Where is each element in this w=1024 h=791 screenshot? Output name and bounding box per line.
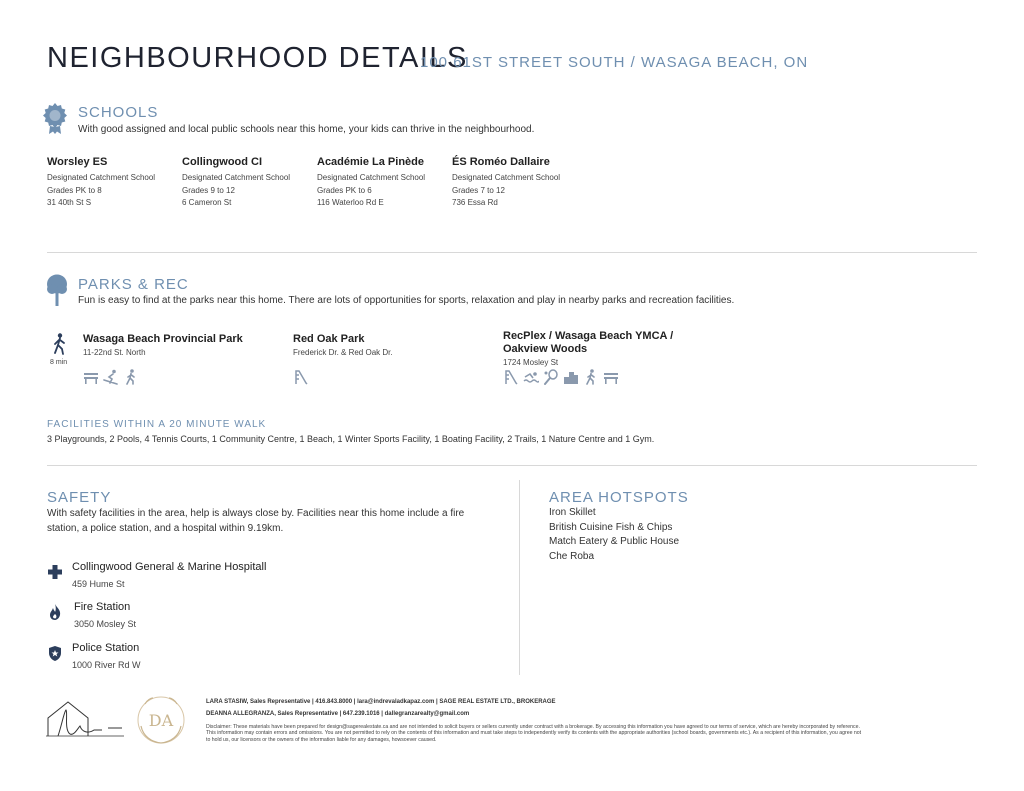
school-name: Collingwood CI bbox=[182, 156, 263, 168]
safety-intro: With safety facilities in the area, help is always close by. Facilities near this home include a fire station, a police station, and a hospital within 9.19km. bbox=[47, 508, 465, 534]
park-name: Red Oak Park bbox=[293, 333, 365, 345]
walking-person-icon bbox=[52, 333, 68, 355]
section-divider bbox=[47, 252, 977, 253]
safety-facility-address: 3050 Mosley St bbox=[74, 619, 137, 629]
medical-cross-icon bbox=[47, 564, 63, 580]
park-facility-icons bbox=[83, 369, 139, 385]
park-name-line1: RecPlex / Wasaga Beach YMCA / bbox=[503, 330, 674, 342]
hotspot-item: Che Roba bbox=[549, 550, 595, 562]
hotspot-item: Match Eatery & Public House bbox=[549, 536, 680, 547]
school-name: ÉS Roméo Dallaire bbox=[452, 156, 550, 168]
section-divider bbox=[47, 465, 977, 466]
safety-facility-name: Fire Station bbox=[74, 601, 131, 613]
bench-icon bbox=[603, 369, 619, 385]
tennis-icon bbox=[543, 369, 559, 385]
facilities-heading: FACILITIES WITHIN A 20 MINUTE WALK bbox=[47, 419, 267, 430]
school-type: Designated Catchment School bbox=[452, 173, 561, 182]
park-facility-icons bbox=[503, 369, 619, 385]
skiing-icon bbox=[103, 369, 119, 385]
facilities-text: 3 Playgrounds, 2 Pools, 4 Tennis Courts, 1 Community Centre, 1 Beach, 1 Winter Sports Facility, 1 Boating Facility, 2 Trails, 1 Nature Centre and 1 Gym. bbox=[47, 434, 655, 444]
flame-icon bbox=[48, 603, 62, 621]
park-address: 11-22nd St. North bbox=[83, 348, 146, 357]
school-grades: Grades 7 to 12 bbox=[452, 185, 505, 195]
safety-facility-name: Police Station bbox=[72, 642, 140, 654]
column-divider bbox=[519, 480, 520, 675]
school-grades: Grades 9 to 12 bbox=[182, 185, 235, 195]
running-icon bbox=[123, 369, 139, 385]
school-card bbox=[452, 156, 582, 210]
school-grades: Grades PK to 6 bbox=[317, 185, 372, 195]
tree-icon bbox=[46, 274, 68, 306]
safety-facility-name: Collingwood General & Marine Hospitall bbox=[72, 561, 267, 573]
playground-slide-icon bbox=[293, 369, 309, 385]
school-type: Designated Catchment School bbox=[182, 173, 291, 182]
school-card bbox=[317, 156, 447, 210]
school-address: 6 Cameron St bbox=[182, 198, 232, 207]
parks-heading: PARKS & REC bbox=[78, 276, 189, 293]
school-name: Worsley ES bbox=[47, 156, 108, 168]
running-icon bbox=[583, 369, 599, 385]
hotspot-item: Iron Skillet bbox=[549, 507, 596, 518]
walk-time: 8 min bbox=[50, 359, 68, 366]
community-centre-icon bbox=[563, 369, 579, 385]
hotspot-item: British Cuisine Fish & Chips bbox=[549, 521, 673, 533]
school-address: 31 40th St S bbox=[47, 198, 92, 207]
safety-heading: SAFETY bbox=[47, 489, 112, 506]
park-facility-icons bbox=[293, 369, 309, 385]
park-name: Wasaga Beach Provincial Park bbox=[83, 333, 243, 345]
school-type: Designated Catchment School bbox=[317, 173, 426, 182]
school-type: Designated Catchment School bbox=[47, 173, 156, 182]
park-address: 1724 Mosley St bbox=[503, 358, 559, 367]
school-address: 736 Essa Rd bbox=[452, 198, 498, 207]
school-name: Académie La Pinède bbox=[317, 156, 424, 168]
schools-intro: With good assigned and local public schools near this home, your kids can thrive in the neighbourhood. bbox=[78, 124, 535, 135]
hotspots-heading: AREA HOTSPOTS bbox=[549, 489, 689, 506]
hotspots-list bbox=[549, 506, 679, 564]
schools-heading: SCHOOLS bbox=[78, 104, 159, 121]
agent-contact-line-2: DEANNA ALLEGRANZA, Sales Representative | 647.239.1016 | dallegranzarealty@gmail.com bbox=[206, 711, 470, 717]
swimming-icon bbox=[523, 369, 539, 385]
police-shield-icon bbox=[48, 645, 62, 662]
disclaimer: Disclaimer: These materials have been prepared for design@sagerealestate.ca and are not intended to solicit buyers or sellers currently under contract with a brokerage. By accessing this information you have agreed to our terms of service, which are hereby incorporated by reference. This information may contain errors and omissions. You are not permitted to rely on the contents of this information and must take steps to independently verify its contents with the appropriate authorities (school boards, governments etc.). As a recipient of this information, you agree not to hold us, our licensors or the owners of the information liable for any damages, howsoever caused. bbox=[206, 724, 862, 743]
house-signature-logo bbox=[44, 696, 126, 744]
da-wreath-logo bbox=[133, 692, 189, 748]
safety-facility-address: 1000 River Rd W bbox=[72, 660, 141, 670]
playground-slide-icon bbox=[503, 369, 519, 385]
agent-contact-line-1: LARA STASIW, Sales Representative | 416.843.8000 | lara@indrevaladkapaz.com | SAGE REAL ESTATE LTD., BROKERAGE bbox=[206, 699, 556, 705]
park-address: Frederick Dr. & Red Oak Dr. bbox=[293, 348, 393, 357]
bench-icon bbox=[83, 369, 99, 385]
safety-facility-address: 459 Hume St bbox=[72, 579, 125, 589]
school-card bbox=[182, 156, 312, 210]
parks-intro: Fun is easy to find at the parks near this home. There are lots of opportunities for sports, relaxation and play in nearby parks and recreation facilities. bbox=[78, 295, 735, 306]
property-address: 100 61ST STREET SOUTH / WASAGA BEACH, ON bbox=[420, 54, 809, 71]
award-ribbon-icon bbox=[42, 102, 68, 134]
school-card bbox=[47, 156, 177, 210]
park-name-line2: Oakview Woods bbox=[503, 343, 588, 355]
school-grades: Grades PK to 8 bbox=[47, 185, 102, 195]
school-address: 116 Waterloo Rd E bbox=[317, 198, 384, 207]
page-title: NEIGHBOURHOOD DETAILS bbox=[47, 42, 468, 74]
svg-text:DA: DA bbox=[148, 711, 174, 730]
